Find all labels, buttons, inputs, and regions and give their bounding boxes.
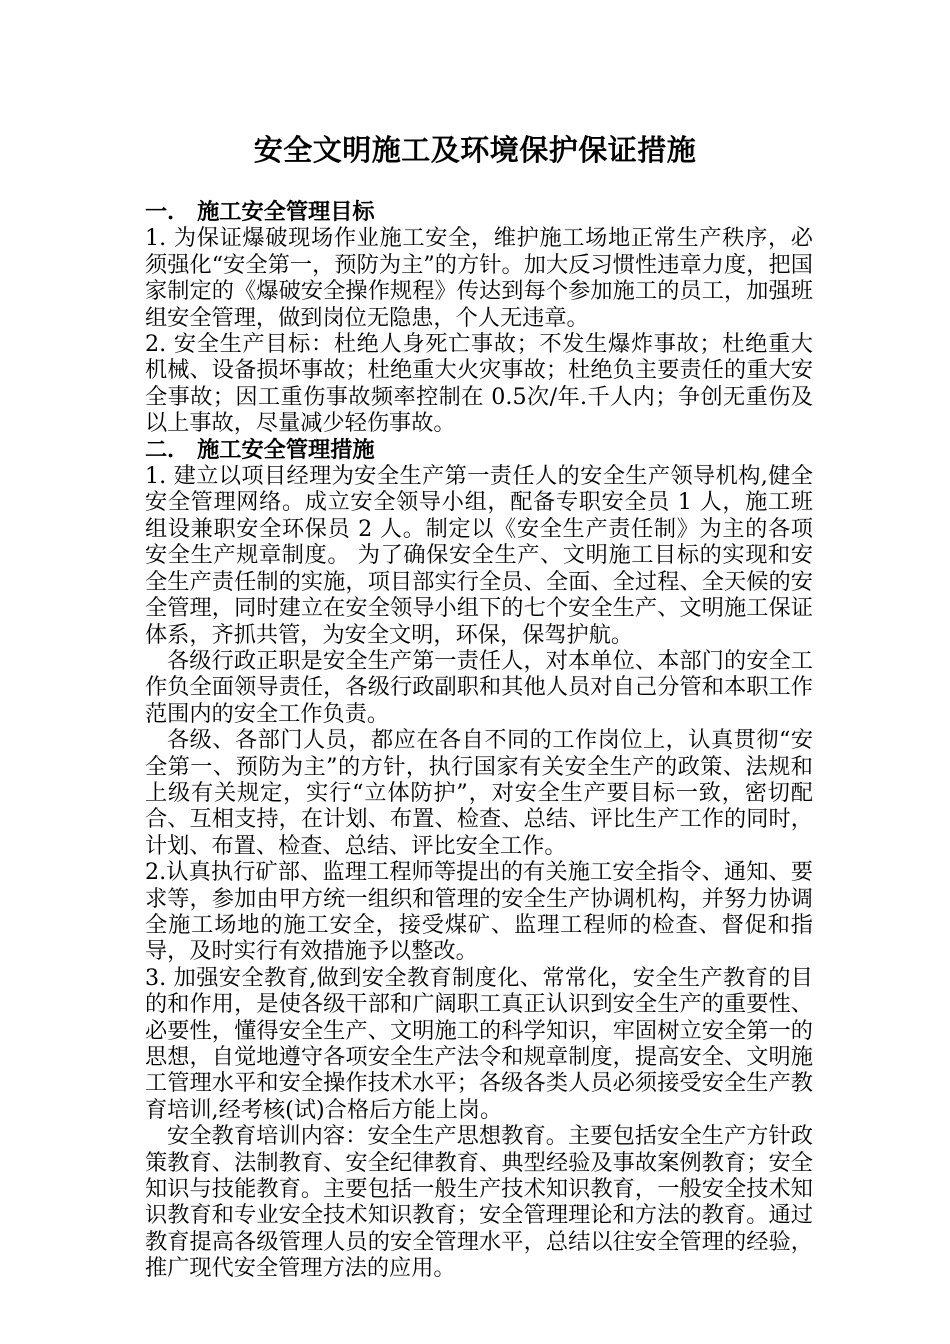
paragraph-responsibility: 各级行政正职是安全生产第一责任人，对本单位、本部门的安全工作负全面领导责任，各级行政副职和其他人员对自己分管和本职工作范围内的安全工作负责。 [145, 647, 813, 727]
paragraph-all-staff: 各级、各部门人员，都应在各自不同的工作岗位上，认真贯彻“安全第一、预防为主”的方针，执行国家有关安全生产的政策、法规和上级有关规定，实行“立体防护”，对安全生产要目标一致，密切配合、互相支持，在计划、布置、检查、总结、评比生产工作的同时，计划、布置、检查、总结、评比安全工作。 [145, 727, 813, 859]
section-heading-2: 二． 施工安全管理措施 [145, 436, 375, 463]
document-title: 安全文明施工及环境保护保证措施 [253, 133, 697, 167]
section-heading-1: 一． 施工安全管理目标 [145, 199, 375, 225]
paragraph-measure-2: 2.认真执行矿部、监理工程师等提出的有关施工安全指令、通知、要求等，参加由甲方统一组织和管理的安全生产协调机构，并努力协调全施工场地的施工安全，接受煤矿、监理工程师的检查、督促和指导，及时实行有效措施予以整改。 [145, 859, 813, 965]
paragraph-goal-1: 1. 为保证爆破现场作业施工安全，维护施工场地正常生产秩序，必须强化“安全第一，预防为主”的方针。加大反习惯性违章力度，把国家制定的《爆破安全操作规程》传达到每个参加施工的员工，加强班组安全管理，做到岗位无隐患，个人无违章。 [145, 225, 813, 331]
paragraph-measure-3: 3. 加强安全教育,做到安全教育制度化、常常化，安全生产教育的目的和作用，是使各级干部和广阔职工真正认识到安全生产的重要性、必要性，懂得安全生产、文明施工的科学知识，牢固树立安全第一的思想，自觉地遵守各项安全生产法令和规章制度，提高安全、文明施工管理水平和安全操作技术水平；各级各类人员必须接受安全生产教育培训,经考核(试)合格后方能上岗。 [145, 964, 813, 1123]
document-body [145, 199, 813, 1282]
paragraph-training-content: 安全教育培训内容：安全生产思想教育。主要包括安全生产方针政策教育、法制教育、安全纪律教育、典型经验及事故案例教育；安全知识与技能教育。主要包括一般生产技术知识教育，一般安全技术知识教育和专业安全技术知识教育；安全管理理论和方法的教育。通过教育提高各级管理人员的安全管理水平，总结以往安全管理的经验，推广现代安全管理方法的应用。 [145, 1123, 813, 1282]
paragraph-measure-1: 1. 建立以项目经理为安全生产第一责任人的安全生产领导机构,健全安全管理网络。成立安全领导小组，配备专职安全员 1 人，施工班组设兼职安全环保员 2 人。制定以《安全生产责任制》为主的各项安全生产规章制度。 为了确保安全生产、文明施工目标的实现和安全生产责任制的实施，项目部实行全员、全面、全过程、全天候的安全管理，同时建立在安全领导小组下的七个安全生产、文明施工保证体系，齐抓共管，为安全文明，环保，保驾护航。 [145, 463, 813, 648]
paragraph-goal-2: 2. 安全生产目标：杜绝人身死亡事故；不发生爆炸事故；杜绝重大机械、设备损坏事故；杜绝重大火灾事故；杜绝负主要责任的重大安全事故；因工重伤事故频率控制在 0.5次/年.千人内；争创无重伤及以上事故，尽量减少轻伤事故。 [145, 331, 813, 437]
